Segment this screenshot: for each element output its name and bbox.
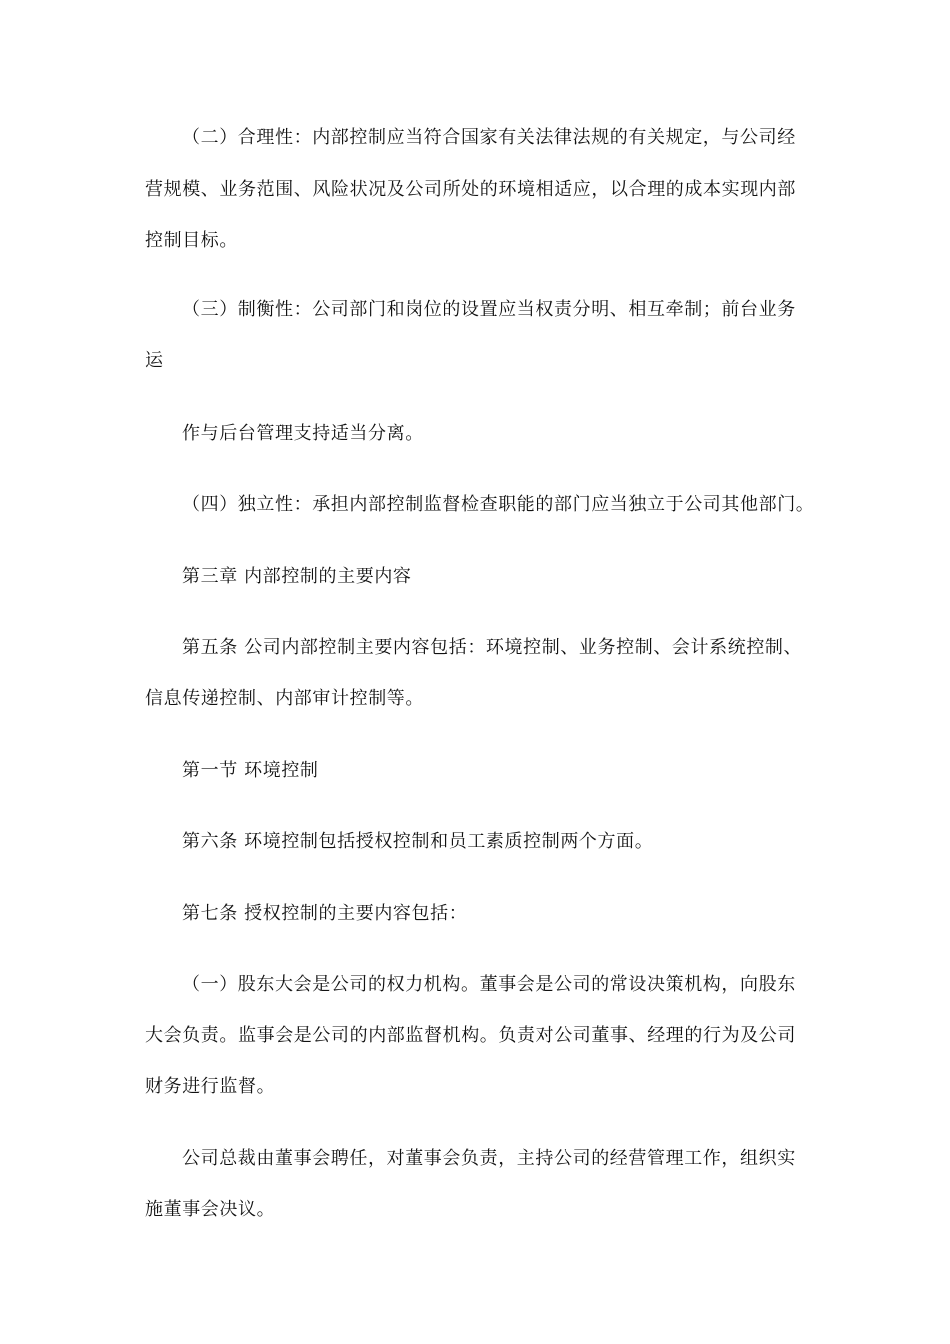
paragraph-line: 财务进行监督。 bbox=[145, 1076, 276, 1097]
paragraph-line: （一）股东大会是公司的权力机构。董事会是公司的常设决策机构，向股东 bbox=[182, 974, 796, 995]
paragraph-line: 施董事会决议。 bbox=[145, 1199, 276, 1220]
paragraph-line: 第五条 公司内部控制主要内容包括：环境控制、业务控制、会计系统控制、 bbox=[182, 637, 803, 658]
paragraph-line: 信息传递控制、内部审计控制等。 bbox=[145, 688, 424, 709]
paragraph-line: （四）独立性：承担内部控制监督检查职能的部门应当独立于公司其他部门。 bbox=[182, 494, 815, 515]
paragraph-line: 第六条 环境控制包括授权控制和员工素质控制两个方面。 bbox=[182, 831, 654, 852]
paragraph-line: 控制目标。 bbox=[145, 230, 238, 251]
section-heading: 第一节 环境控制 bbox=[182, 760, 319, 781]
paragraph-line: （三）制衡性：公司部门和岗位的设置应当权责分明、相互牵制；前台业务 bbox=[182, 299, 796, 320]
paragraph-line: 运 bbox=[145, 350, 164, 371]
paragraph-line: （二）合理性：内部控制应当符合国家有关法律法规的有关规定，与公司经 bbox=[182, 127, 796, 148]
paragraph-line: 营规模、业务范围、风险状况及公司所处的环境相适应，以合理的成本实现内部 bbox=[145, 179, 796, 200]
paragraph-line: 第七条 授权控制的主要内容包括： bbox=[182, 903, 468, 924]
paragraph-line: 公司总裁由董事会聘任，对董事会负责，主持公司的经营管理工作，组织实 bbox=[182, 1148, 796, 1169]
paragraph-line: 大会负责。监事会是公司的内部监督机构。负责对公司董事、经理的行为及公司 bbox=[145, 1025, 796, 1046]
chapter-heading: 第三章 内部控制的主要内容 bbox=[182, 566, 412, 587]
paragraph-line: 作与后台管理支持适当分离。 bbox=[182, 423, 424, 444]
